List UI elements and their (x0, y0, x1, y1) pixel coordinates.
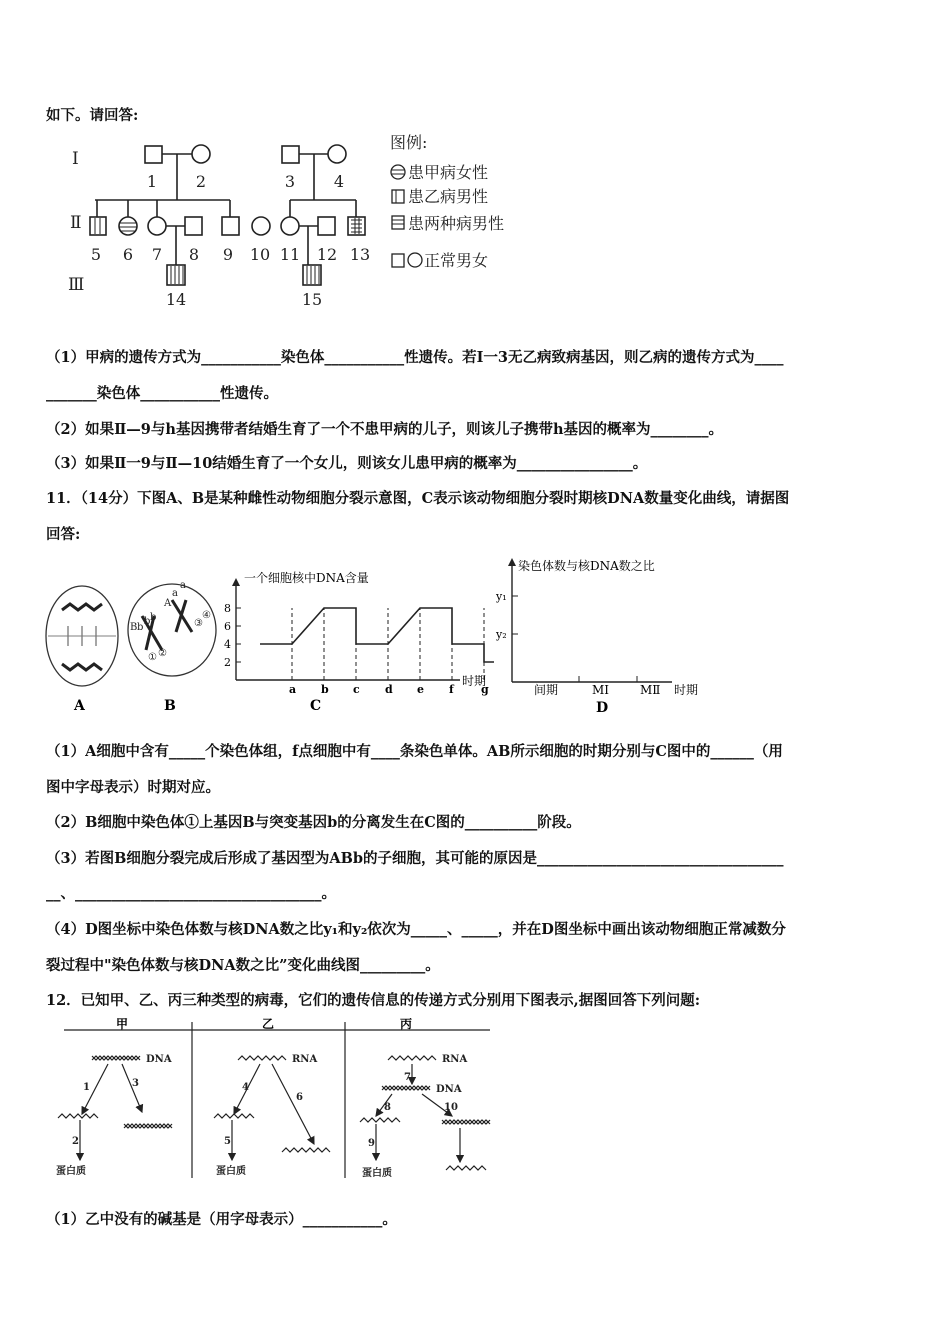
label-protein-bing: 蛋白质 (362, 1168, 392, 1179)
legend-item-4: 正常男女 (424, 251, 489, 270)
ped-num: 15 (301, 290, 323, 309)
q11-line-6: （4）D图坐标中染色体数与核DNA数之比y₁和y₂依次为_____、_____，并在D图坐标中画出该动物细胞正常减数分 (46, 921, 786, 938)
chart-d-y-arrow (508, 558, 516, 566)
chart-c-xtick: b (321, 683, 329, 696)
chart-d-xtick-interphase: 间期 (534, 683, 559, 697)
ped-num: 12 (316, 245, 338, 264)
chart-d (494, 556, 716, 714)
pedigree-male-15 (303, 265, 321, 285)
ped-num: 14 (165, 290, 187, 309)
arrow-label-3: 3 (132, 1078, 139, 1089)
label-b: B (164, 698, 176, 714)
legend-item-3: 患两种病男性 (408, 214, 505, 233)
pedigree-male-5 (90, 217, 106, 235)
ped-num: 1 (146, 172, 158, 191)
arrow-label-9: 9 (368, 1138, 375, 1149)
pedigree-female-4 (328, 145, 346, 163)
q10-line-4: （3）如果Ⅱ一9与Ⅱ—10结婚生育了一个女儿，则该女儿患甲病的概率为________________。 (46, 455, 648, 472)
cell-b-label: ② (158, 648, 167, 659)
arrow-6 (272, 1064, 314, 1144)
q10-line-2: _______染色体___________性遗传。 (46, 385, 278, 402)
chart-c-xtick: d (385, 683, 393, 696)
chart-c-ytick: 2 (224, 656, 231, 669)
legend-male-both-symbol (392, 216, 404, 229)
cell-b-label: b (144, 616, 151, 627)
cell-a-chromosomes-bottom (62, 664, 102, 670)
gen-label-1: Ⅰ (72, 149, 79, 169)
pedigree-male-8 (185, 217, 202, 235)
ped-num: 6 (122, 245, 134, 264)
arrow-label-5: 5 (224, 1136, 231, 1147)
chart-c-ytick: 4 (224, 638, 231, 651)
arrow-label-1: 1 (83, 1082, 90, 1093)
cell-b-label: ③ (194, 618, 203, 629)
pedigree-male-3 (282, 146, 299, 163)
yi-mrna (214, 1114, 254, 1118)
label-a: A (74, 698, 85, 714)
q11-line-7: 裂过程中"染色体数与核DNA数之比”变化曲线图_________。 (46, 957, 440, 974)
yi-rna-strand (238, 1056, 286, 1060)
ped-num: 2 (195, 172, 207, 191)
pedigree-male-14 (167, 265, 185, 285)
ped-num: 3 (284, 172, 296, 191)
arrow-label-4: 4 (242, 1082, 249, 1093)
q11-line-2: 图中字母表示）时期对应。 (46, 779, 220, 796)
legend-male-b-symbol (392, 190, 404, 203)
legend-item-2: 患乙病男性 (408, 187, 489, 206)
ped-num: 9 (222, 245, 234, 264)
cell-b-figure (124, 578, 220, 714)
label-rna-bing: RNA (442, 1054, 468, 1065)
cell-a-chromosomes-top (62, 604, 102, 610)
cell-b-label: b (137, 622, 144, 633)
chart-c-xtick: c (353, 683, 360, 696)
ped-num: 7 (151, 245, 163, 264)
label-rna-yi: RNA (292, 1054, 318, 1065)
virus-flow-figure (50, 1018, 500, 1188)
q11-heading-1: 11．（14分）下图A、B是某种雌性动物细胞分裂示意图，C表示该动物细胞分裂时期核DNA数量变化曲线，请据图 (46, 490, 790, 507)
cell-b-label: a (180, 580, 186, 591)
q10-line-3: （2）如果Ⅱ—9与h基因携带者结婚生育了一个不患甲病的儿子，则该儿子携带h基因的概率为________。 (46, 421, 723, 438)
label-protein-jia: 蛋白质 (56, 1166, 86, 1177)
chart-c-title: 一个细胞核中DNA含量 (244, 571, 369, 585)
chart-c-ytick: 6 (224, 620, 231, 633)
pedigree-female-10 (252, 217, 270, 235)
pedigree-female-7 (148, 217, 166, 235)
legend-female-a-symbol (391, 165, 405, 179)
ped-num: 5 (90, 245, 102, 264)
q11-line-4: （3）若图B细胞分裂完成后形成了基因型为ABb的子细胞，其可能的原因是__________________________________ (46, 850, 784, 867)
cell-b-label: b (150, 612, 157, 623)
pedigree-male-12 (318, 217, 335, 235)
chart-c-ytick: 8 (224, 602, 231, 615)
ped-num: 13 (349, 245, 371, 264)
chart-d-ytick-y2: y₂ (496, 628, 507, 641)
q12-line-1: （1）乙中没有的碱基是（用字母表示）___________。 (46, 1211, 397, 1228)
gen-label-2: Ⅱ (70, 213, 82, 233)
chart-d-ytick-y1: y₁ (496, 590, 507, 603)
label-dna-jia: DNA (146, 1054, 172, 1065)
pedigree-female-6 (119, 217, 137, 235)
cell-b-label: B (130, 622, 138, 633)
chart-c-xtick: g (481, 683, 489, 696)
chart-c-xtick: e (417, 683, 424, 696)
pedigree-male-1 (145, 146, 162, 163)
jia-mrna (58, 1114, 98, 1118)
arrow-label-6: 6 (296, 1092, 303, 1103)
pedigree-figure (50, 130, 540, 310)
chart-c (222, 566, 494, 714)
chart-c-xtick: f (449, 683, 454, 696)
cell-b-chromosome (176, 600, 186, 632)
chart-d-xtick-m2: MⅡ (640, 683, 661, 697)
intro-text: 如下。请回答: (46, 107, 139, 124)
col-yi: 乙 (262, 1018, 275, 1031)
cell-b-label: ① (148, 652, 157, 663)
legend-normal-female-symbol (408, 253, 422, 267)
legend-title: 图例: (390, 133, 428, 152)
chart-c-xlabel: 时期 (462, 674, 487, 688)
bing-rna-copy (446, 1166, 486, 1170)
q12-heading: 12．已知甲、乙、丙三种类型的病毒，它们的遗传信息的传递方式分别用下图表示,据图回答下列问题: (46, 992, 701, 1009)
chart-d-title: 染色体数与核DNA数之比 (518, 559, 655, 573)
chart-d-xlabel: 时期 (674, 683, 699, 697)
arrow-label-2: 2 (72, 1136, 79, 1147)
ped-num: 8 (188, 245, 200, 264)
q11-line-1: （1）A细胞中含有_____个染色体组，f点细胞中有____条染色单体。AB所示细胞的时期分别与C图中的______（用 (46, 743, 783, 760)
legend-item-1: 患甲病女性 (408, 163, 489, 182)
cell-b-label: ④ (202, 610, 211, 621)
label-d: D (596, 700, 609, 714)
chart-c-xtick: a (289, 683, 297, 696)
bing-rna-strand (388, 1056, 436, 1060)
pedigree-female-11 (281, 217, 299, 235)
ped-num: 4 (333, 172, 345, 191)
q11-line-5: __、__________________________________。 (46, 885, 336, 902)
label-protein-yi: 蛋白质 (216, 1166, 246, 1177)
col-jia: 甲 (116, 1018, 129, 1031)
pedigree-female-2 (192, 145, 210, 163)
q11-line-3: （2）B细胞中染色体①上基因B与突变基因b的分离发生在C图的__________阶段。 (46, 814, 581, 831)
cell-b-label: a (172, 588, 178, 599)
q11-heading-2: 回答: (46, 526, 81, 543)
cell-b-label: A (164, 598, 172, 609)
arrow-label-8: 8 (384, 1102, 391, 1113)
ped-num: 10 (249, 245, 271, 264)
legend-normal-male-symbol (392, 254, 404, 267)
chart-c-y-arrow (232, 578, 240, 586)
chart-d-xtick-m1: MⅠ (592, 683, 610, 697)
col-bing: 丙 (400, 1018, 413, 1031)
arrow-label-10: 10 (444, 1102, 458, 1113)
ped-num: 11 (279, 245, 301, 264)
bing-mrna (360, 1118, 400, 1122)
cell-a-figure (44, 582, 120, 714)
label-dna-bing: DNA (436, 1084, 462, 1095)
q10-line-1: （1）甲病的遗传方式为___________染色体___________性遗传。若Ⅰ一3无乙病致病基因，则乙病的遗传方式为____ (46, 349, 784, 366)
pedigree-male-9 (222, 217, 239, 235)
label-c: C (310, 698, 322, 714)
arrow-label-7: 7 (404, 1072, 411, 1083)
yi-rna-copy (282, 1148, 330, 1152)
gen-label-3: Ⅲ (68, 275, 85, 295)
chart-c-dna-line (260, 608, 494, 662)
